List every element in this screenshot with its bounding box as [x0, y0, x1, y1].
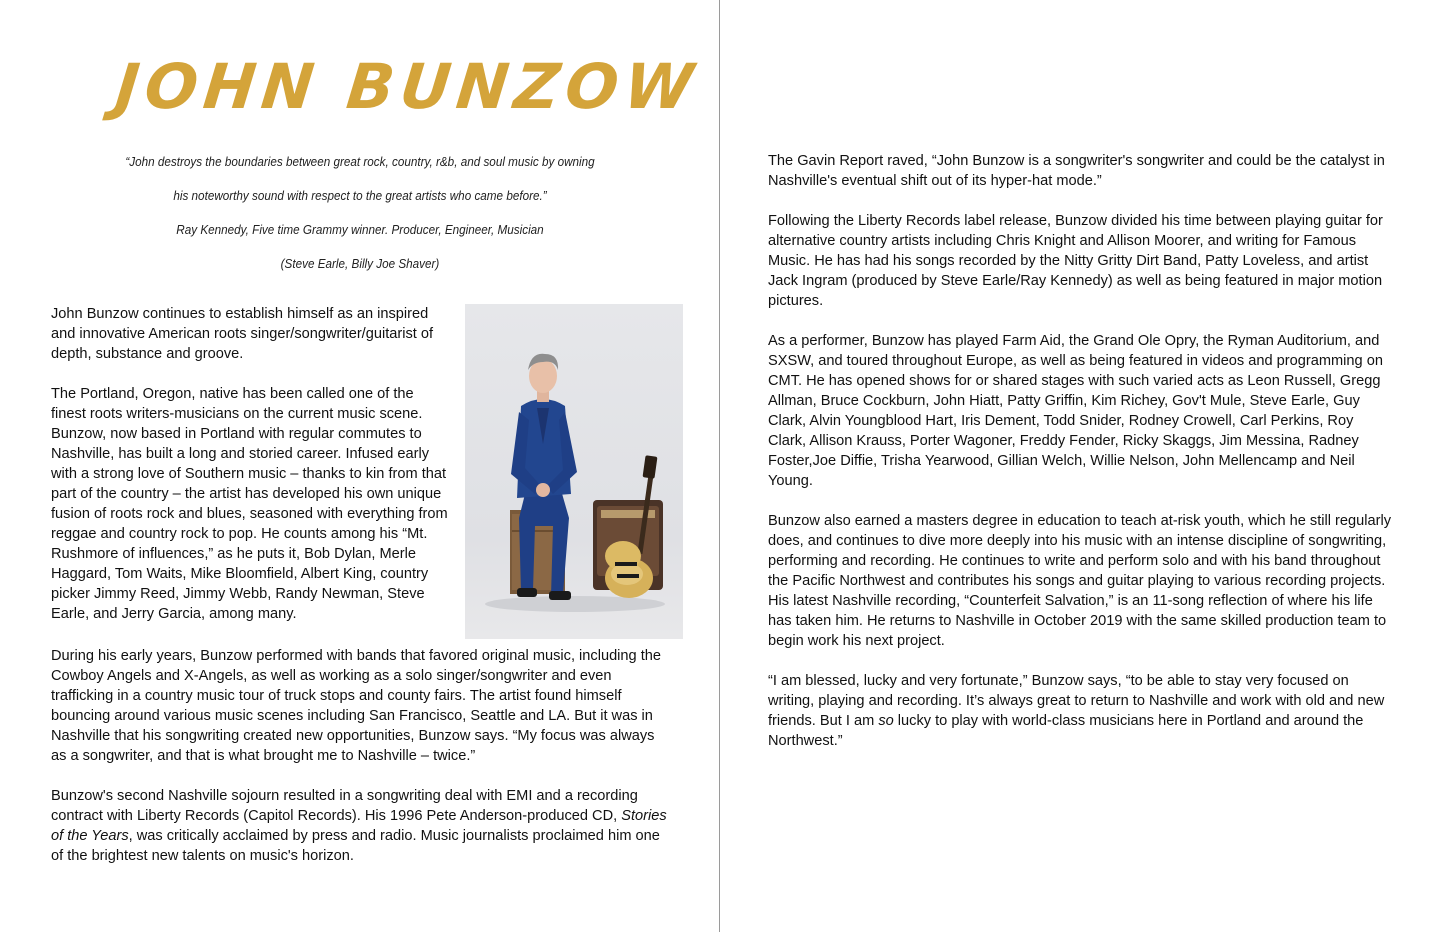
paragraph-performer: As a performer, Bunzow has played Farm Aid, the Grand Ole Opry, the Ryman Auditorium, and SXSW, and toured throughout Europe, as well as being featured in videos and programming on CMT. He has opened shows for or shared stages with such varied acts as Leon Russell, Gregg Allman, Bruce Cockburn, John Hiatt, Patty Griffin, Kim Richey, Gov't Mule, Steve Earle, Guy Clark, Alvin Youngblood Hart, Iris Dement, Todd Snider, Rodney Crowell, Carl Perkins, Roy Clark, Allison Krauss, Porter Wagoner, Freddy Fender, Ricky Skaggs, Jim Messina, Radney Foster,Joe Diffie, Trisha Yearwood, Gillian Welch, Willie Nelson, John Mellencamp and Neil Young. — [768, 333, 1383, 489]
quote-credits: (Steve Earle, Billy Joe Shaver) — [280, 256, 440, 271]
quote-line-2: his noteworthy sound with respect to the great artists who came before.” — [173, 188, 547, 203]
closing-quote-text-a: “I am blessed, lucky and very fortunate,” Bunzow says, “to be able to stay very focused on writing, playing and recording. It’s always great to return to Nashville and work with old and new friends. But I am — [768, 673, 1385, 729]
paragraph-closing-quote — [768, 671, 1393, 751]
quote-attribution: Ray Kennedy, Five time Grammy winner. Producer, Engineer, Musician — [176, 222, 544, 237]
artist-with-guitar-illustration — [465, 304, 683, 639]
paragraph-nashville-text-b: , was critically acclaimed by press and radio. Music journalists proclaimed him one of the brightest new talents on music's horizon. — [51, 828, 660, 864]
paragraph-nashville-text-a: Bunzow's second Nashville sojourn resulted in a songwriting deal with EMI and a recording contract with Liberty Records (Capitol Records). His 1996 Pete Anderson-produced CD, — [51, 788, 638, 824]
right-page — [720, 0, 1440, 932]
right-column — [768, 151, 1393, 771]
left-column-top — [51, 304, 451, 644]
paragraph-intro: John Bunzow continues to establish himself as an inspired and innovative American roots singer/songwriter/guitarist of depth, substance and groove. — [51, 306, 434, 362]
left-column-bottom — [51, 646, 671, 886]
closing-quote-text-b: lucky to play with world-class musicians here in Portland and around the Northwest.” — [768, 713, 1364, 749]
artist-photo — [465, 304, 683, 639]
quote-line-1: “John destroys the boundaries between great rock, country, r&b, and soul music by owning — [125, 154, 595, 169]
paragraph-early-years: During his early years, Bunzow performed with bands that favored original music, including the Cowboy Angels and X-Angels, as well as working as a solo singer/songwriter and even trafficking in a country music tour of truck stops and county fairs. The artist found himself bouncing around various music scenes including San Francisco, Seattle and LA. But it was in Nashville that his songwriting created new opportunities, Bunzow says. “My focus was always as a songwriter, and that is what brought me to Nashville – twice.” — [51, 648, 662, 764]
page-title: JOHN BUNZOW — [112, 50, 703, 123]
paragraph-portland: The Portland, Oregon, native has been called one of the finest roots writers-musicians on the current music scene. Bunzow, now based in Portland with regular commutes to Nashville, has built a long and storied career. Infused early with a strong love of Southern music – thanks to kin from that part of the country – the artist has developed his own unique fusion of roots rock and blues, seasoned with everything from reggae and country rock to pop. He counts among his “Mt. Rushmore of influences,” as he puts it, Bob Dylan, Merle Haggard, Tom Waits, Mike Bloomfield, Albert King, country picker Jimmy Reed, Jimmy Webb, Randy Newman, Steve Earle, and Jerry Garcia, among many. — [51, 386, 448, 622]
paragraph-liberty-records: Following the Liberty Records label release, Bunzow divided his time between playing guitar for alternative country artists including Chris Knight and Allison Moorer, and writing for Famous Music. He has had his songs recorded by the Nitty Gritty Dirt Band, Patty Loveless, and artist Jack Ingram (produced by Steve Earle/Ray Kennedy) as well as being featured in major motion pictures. — [768, 213, 1383, 309]
paragraph-nashville-sojourn — [51, 786, 671, 866]
paragraph-gavin-report: The Gavin Report raved, “John Bunzow is a songwriter's songwriter and could be the catalyst in Nashville's eventual shift out of its hyper-hat mode.” — [768, 153, 1385, 189]
left-page — [0, 0, 719, 932]
paragraph-education: Bunzow also earned a masters degree in education to teach at-risk youth, which he still regularly does, and continues to dive more deeply into his music with an intense discipline of songwriting, performing and recording. He continues to write and perform solo and with his band throughout the Pacific Northwest and contributes his songs and guitar playing to various recording projects. His latest Nashville recording, “Counterfeit Salvation,” is an 11-song reflection of where his life has taken him. He returns to Nashville in October 2019 with the same skilled production team to begin work his next project. — [768, 513, 1391, 649]
closing-quote-emphasis: so — [878, 713, 894, 729]
pull-quote — [40, 150, 680, 286]
album-title: Stories of the Years — [51, 808, 667, 844]
